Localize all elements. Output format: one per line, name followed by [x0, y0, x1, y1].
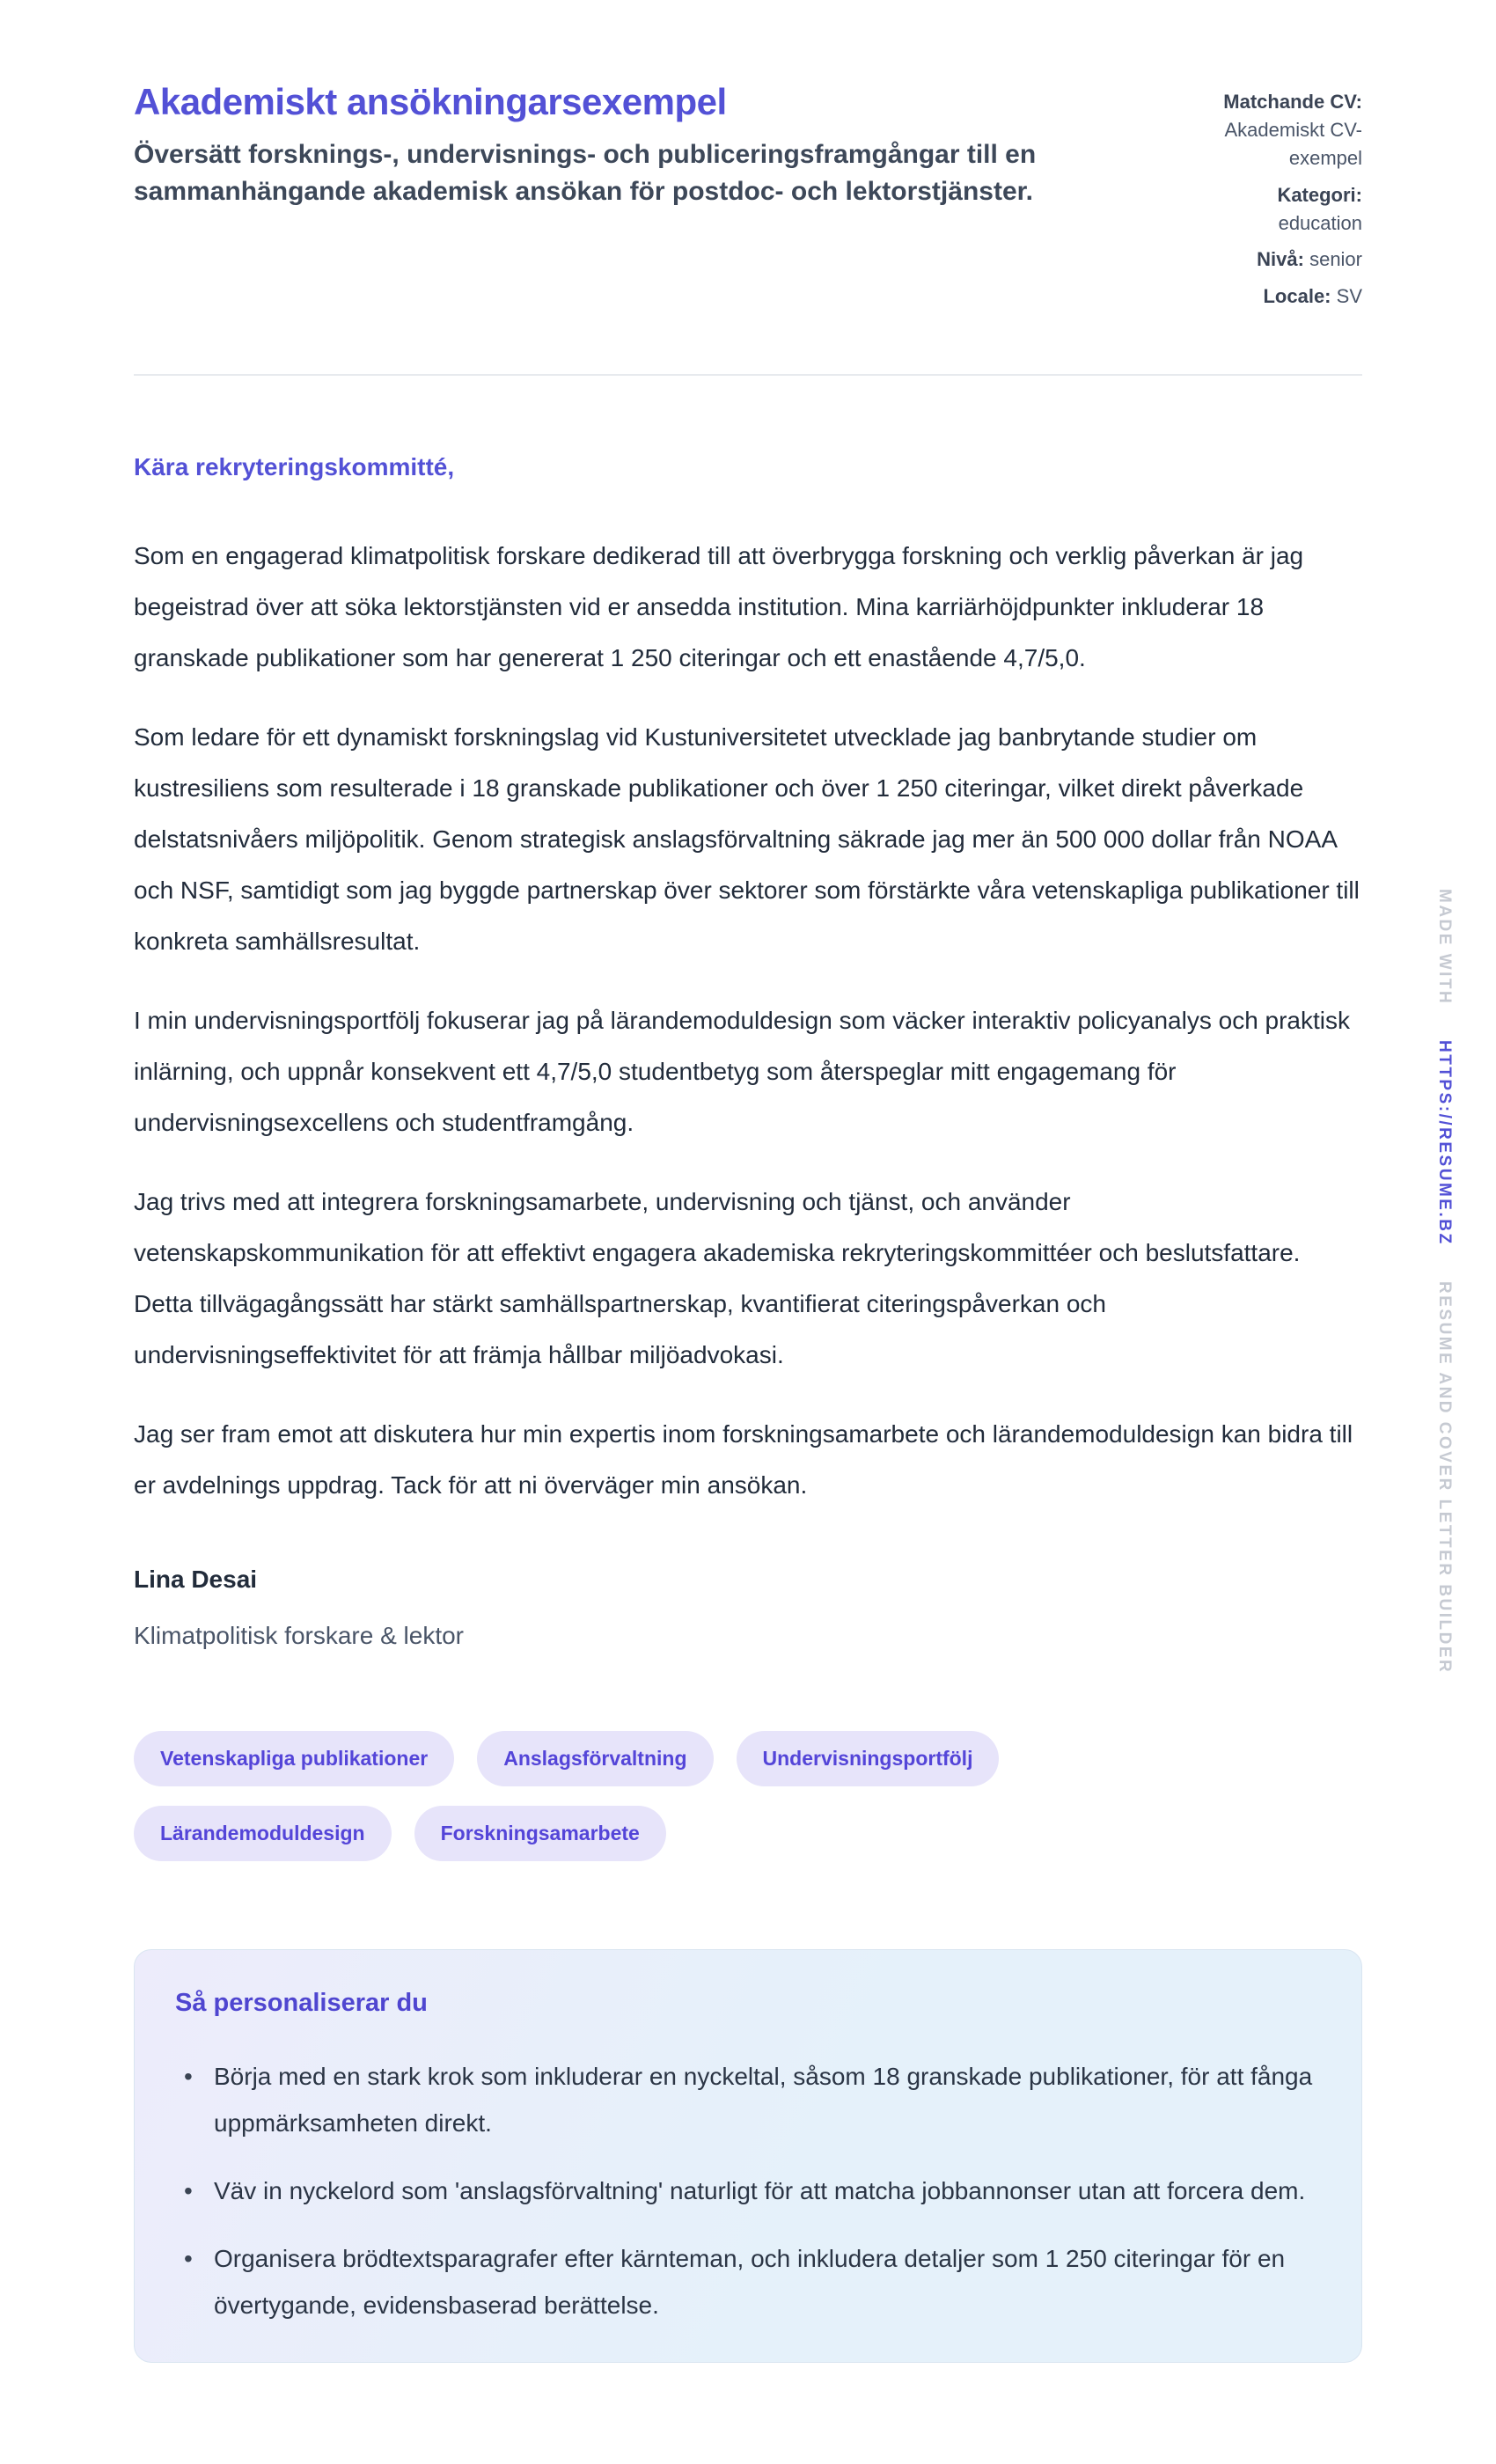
letter-paragraph: I min undervisningsportfölj fokuserar jag på lärandemoduldesign som väcker interaktiv policyanalys och praktisk inlärning, och uppnår konsekvent ett 4,7/5,0 studentbetyg som återspeglar mitt engagemang för undervisningsexcellens och studentframgång.	[134, 1007, 1351, 1137]
title-block	[134, 81, 1084, 210]
tag-forskningsamarbete[interactable]: Forskningsamarbete	[414, 1806, 666, 1861]
watermark-tagline: RESUME AND COVER LETTER BUILDER	[1435, 1280, 1454, 1675]
tip-item: • Väv in nyckelord som 'anslagsförvaltning' naturligt för att matcha jobbannonser utan att forcera dem.	[175, 2167, 1317, 2214]
meta-category-value: education	[1278, 211, 1362, 234]
page-subtitle: Översätt forsknings-, undervisnings- och publiceringsframgångar till en sammanhängande akademisk ansökan för postdoc- och lektorstjänster.	[134, 140, 1037, 207]
side-watermark	[1433, 889, 1456, 1709]
meta-category	[1158, 181, 1362, 238]
meta-level	[1158, 246, 1362, 274]
example-metadata	[1158, 81, 1362, 319]
meta-level-value: senior	[1309, 248, 1362, 271]
meta-level-label: Nivå:	[1257, 248, 1304, 271]
signature-role: Klimatpolitisk forskare & lektor	[134, 1622, 465, 1650]
page-title: Akademiskt ansökningarsexempel	[134, 81, 727, 122]
meta-category-label: Kategori:	[1277, 183, 1362, 206]
letter-paragraph: Jag ser fram emot att diskutera hur min expertis inom forskningsamarbete och lärandemoduldesign kan bidra till er avdelnings uppdrag. Tack för att ni överväger min ansökan.	[134, 1420, 1353, 1500]
personalization-tips-box	[134, 1949, 1362, 2363]
header-divider	[134, 374, 1362, 376]
watermark-made-with: MADE WITH	[1435, 889, 1454, 1006]
tips-heading: Så personaliserar du	[175, 1989, 428, 2018]
tag-undervisningsportfolj[interactable]: Undervisningsportfölj	[737, 1731, 1000, 1786]
tag-anslagsforvaltning[interactable]: Anslagsförvaltning	[477, 1731, 713, 1786]
letter-paragraph: Jag trivs med att integrera forskningsamarbete, undervisning och tjänst, och använder vetenskapskommunikation för att effektivt engagera akademiska rekryteringskommittéer och beslutsfattare. Detta tillvägagångssätt har stärkt samhällspartnerskap, kvantifierat citeringspåverkan och undervisningseffektivitet för att främja hållbar miljöadvokasi.	[134, 1188, 1301, 1369]
signature-name: Lina Desai	[134, 1566, 258, 1594]
meta-matching-cv	[1158, 88, 1362, 172]
letter-greeting: Kära rekryteringskommitté,	[134, 453, 455, 481]
letter-body	[134, 453, 1362, 1650]
tips-list	[175, 2053, 1317, 2328]
meta-matching-cv-value: Akademiskt CV-exempel	[1224, 118, 1362, 169]
tag-vetenskapliga-publikationer[interactable]: Vetenskapliga publikationer	[134, 1731, 454, 1786]
meta-matching-cv-label: Matchande CV:	[1223, 91, 1362, 113]
watermark-site-link[interactable]: HTTPS://RESUME.BZ	[1435, 1040, 1454, 1246]
tip-item: • Börja med en stark krok som inkluderar en nyckeltal, såsom 18 granskade publikationer, för att fånga uppmärksamheten direkt.	[175, 2053, 1317, 2146]
letter-paragraph: Som en engagerad klimatpolitisk forskare dedikerad till att överbrygga forskning och verklig påverkan är jag begeistrad över att söka lektorstjänsten vid er ansedda institution. Mina karriärhöjdpunkter inkluderar 18 granskade publikationer som har genererat 1 250 citeringar och ett enastående 4,7/5,0.	[134, 542, 1304, 672]
signature-block	[134, 1566, 1362, 1650]
letter-paragraph: Som ledare för ett dynamiskt forskningslag vid Kustuniversitetet utvecklade jag banbrytande studier om kustresiliens som resulterade i 18 granskade publikationer och över 1 250 citeringar, vilket direkt påverkade delstatsnivåers miljöpolitik. Genom strategisk anslagsförvaltning säkrade jag mer än 500 000 dollar från NOAA och NSF, samtidigt som jag byggde partnerskap över sektorer som förstärkte våra vetenskapliga publikationer till konkreta samhällsresultat.	[134, 723, 1360, 956]
meta-locale-value: SV	[1336, 285, 1362, 308]
meta-locale	[1158, 282, 1362, 311]
meta-locale-label: Locale:	[1263, 285, 1331, 308]
tip-item: • Organisera brödtextsparagrafer efter kärnteman, och inkludera detaljer som 1 250 citeringar för en övertygande, evidensbaserad berättelse.	[175, 2235, 1317, 2328]
page-header	[134, 81, 1362, 319]
keyword-tags	[134, 1731, 1243, 1861]
tag-larandemoduldesign[interactable]: Lärandemoduldesign	[134, 1806, 392, 1861]
